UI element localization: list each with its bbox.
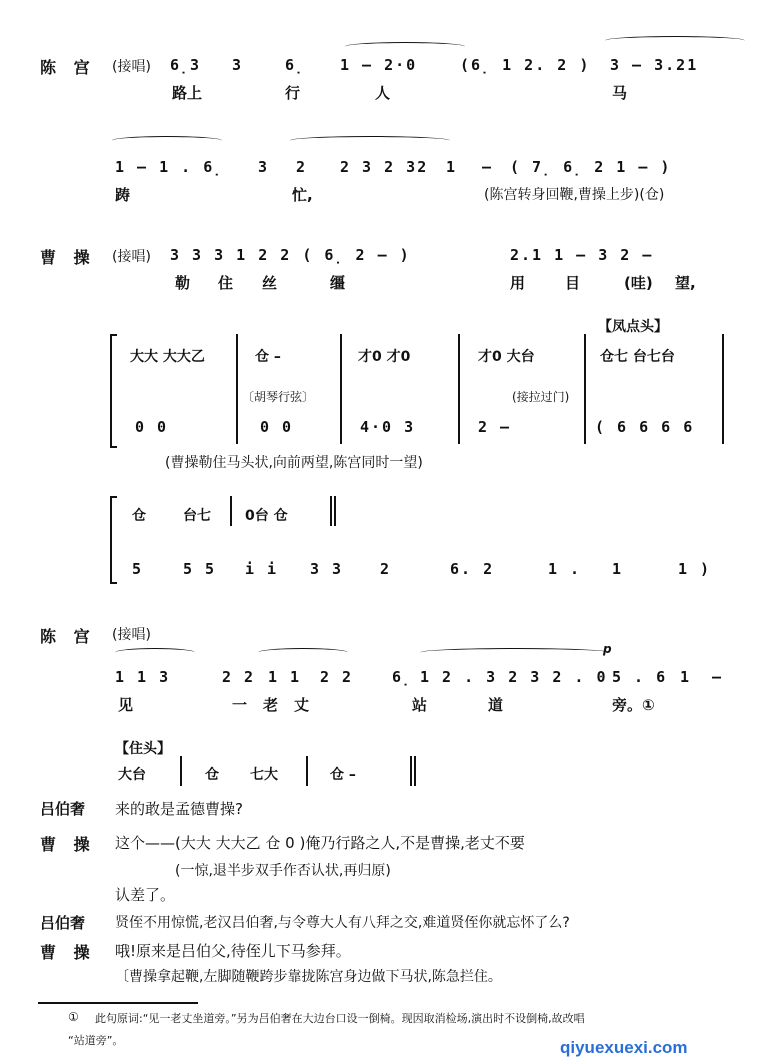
note-group: 3 3 bbox=[310, 560, 344, 578]
role-chengong-1: 陈 宫 bbox=[40, 58, 96, 77]
lyric: 踌 bbox=[115, 186, 131, 204]
lyric: 行 bbox=[285, 84, 301, 102]
note-group: 6̣ bbox=[285, 56, 306, 74]
note-group: 2 2 bbox=[222, 668, 256, 686]
perc-cell: 大大 大大乙 bbox=[130, 349, 205, 365]
lyric: 望, bbox=[675, 274, 696, 292]
barline bbox=[410, 756, 412, 786]
role-chengong-2: 陈 宫 bbox=[40, 627, 96, 646]
lyric: 马 bbox=[612, 84, 628, 102]
lyric: 道 bbox=[488, 696, 504, 714]
note-group: – bbox=[712, 668, 724, 686]
note-group: 5 5 bbox=[183, 560, 217, 578]
note-group: 3 3 3 1 2 2 ( 6̣ 2 – ) bbox=[170, 246, 411, 264]
perc-cell: 大台 bbox=[118, 767, 146, 783]
stage-direction: (一惊,退半步双手作否认状,再归原) bbox=[175, 863, 391, 879]
jiela-label: (接拉过门) bbox=[512, 390, 570, 404]
perc-cell: 仓 – bbox=[255, 349, 281, 365]
barline bbox=[330, 496, 332, 526]
note-group: 2 3 2 32 bbox=[340, 158, 429, 176]
lyric: 缰 bbox=[330, 274, 346, 292]
huqin-label: 〔胡琴行弦〕 bbox=[242, 390, 315, 404]
perc-cell: 0 0 bbox=[135, 418, 169, 436]
perc-cell: 0 0 bbox=[260, 418, 294, 436]
note-group: 1 bbox=[680, 668, 692, 686]
lyric: 旁。① bbox=[612, 696, 655, 714]
perc-cell: 仓 bbox=[205, 767, 219, 783]
role-lvboshe-2: 吕伯奢 bbox=[40, 914, 86, 932]
note-group: 1 – 2·0 bbox=[340, 56, 418, 74]
dialog-line: 认差了。 bbox=[115, 886, 176, 904]
barline bbox=[340, 334, 342, 444]
perc-cell: 才0 才0 bbox=[358, 349, 411, 365]
lyric: 住 bbox=[218, 274, 234, 292]
note-group: i i bbox=[245, 560, 279, 578]
note-group: (6̣ 1 2. 2 ) bbox=[460, 56, 591, 74]
dynamic-mark: p bbox=[603, 642, 612, 656]
barline bbox=[236, 334, 238, 444]
note-group: 1 2 . 3 2 3 2 . 0 bbox=[420, 668, 608, 686]
system-bracket bbox=[110, 334, 117, 448]
perc-cell: 0台 仓 bbox=[245, 508, 288, 524]
note-group: 1 . bbox=[548, 560, 582, 578]
lyric: 忙, bbox=[292, 186, 313, 204]
note-group: 6̣ bbox=[392, 668, 413, 686]
barline bbox=[584, 334, 586, 444]
dialog-line: 这个——(大大 大大乙 仓 0 )俺乃行路之人,不是曹操,老丈不要 bbox=[115, 834, 525, 852]
perc-cell: 台七 bbox=[183, 508, 211, 524]
slur bbox=[258, 648, 348, 657]
footnote-mark: ① bbox=[68, 1010, 79, 1024]
lyric: 见 bbox=[118, 696, 134, 714]
lyric: 人 bbox=[375, 84, 391, 102]
note-group: 2 bbox=[380, 560, 392, 578]
role-lvboshe-1: 吕伯奢 bbox=[40, 800, 86, 818]
note-group: 5 . 6 bbox=[612, 668, 668, 686]
slur bbox=[605, 36, 745, 45]
lyric: 目 bbox=[565, 274, 581, 292]
lyric: 路上 bbox=[172, 84, 203, 102]
lyric: 站 bbox=[412, 696, 428, 714]
system-bracket bbox=[110, 496, 117, 584]
perc-cell: 2 – bbox=[478, 418, 512, 436]
footnote-text-2: “站道旁”。 bbox=[68, 1034, 124, 1047]
fengdiantou-heading: 【凤点头】 bbox=[598, 319, 668, 335]
slur bbox=[420, 648, 610, 657]
slur bbox=[345, 42, 465, 51]
lyric: 勒 bbox=[175, 274, 191, 292]
barline bbox=[414, 756, 416, 786]
stage-direction: (陈宫转身回鞭,曹操上步)(仓) bbox=[484, 187, 665, 203]
note-group: 3 bbox=[258, 158, 270, 176]
note-group: 1 bbox=[446, 158, 458, 176]
lyric: 丝 bbox=[262, 274, 278, 292]
stage-direction: (曹操勒住马头状,向前两望,陈宫同时一望) bbox=[165, 455, 423, 471]
perc-cell: 仓七 台七台 bbox=[600, 349, 675, 365]
barline bbox=[230, 496, 232, 526]
note-group: 1 – 1 . 6̣ bbox=[115, 158, 224, 176]
note-group: 1 1 bbox=[268, 668, 302, 686]
cue-1: (接唱) bbox=[112, 59, 151, 75]
slur bbox=[112, 136, 222, 145]
barline bbox=[306, 756, 308, 786]
cue-3: (接唱) bbox=[112, 627, 151, 643]
cue-2: (接唱) bbox=[112, 249, 151, 265]
note-group: 5 bbox=[132, 560, 144, 578]
perc-cell: 仓 – bbox=[330, 767, 356, 783]
slur bbox=[290, 136, 450, 145]
lyric: 一老丈 bbox=[232, 696, 326, 714]
note-group: 2 2 bbox=[320, 668, 354, 686]
dialog-line: 来的敢是孟德曹操? bbox=[115, 800, 243, 818]
note-group: – bbox=[482, 158, 494, 176]
note-group: 1 bbox=[612, 560, 624, 578]
dialog-line: 贤侄不用惊慌,老汉吕伯奢,与令尊大人有八拜之交,难道贤侄你就忘怀了么? bbox=[115, 915, 570, 931]
lyric: 用 bbox=[510, 274, 526, 292]
barline bbox=[722, 334, 724, 444]
stage-direction: 〔曹操拿起鞭,左脚随鞭跨步靠拢陈宫身边做下马状,陈急拦住。 bbox=[115, 969, 502, 985]
barline bbox=[458, 334, 460, 444]
watermark-logo: qiyuexuexi.com bbox=[560, 1038, 688, 1057]
footnote-text: 此句原词:“见一老丈坐道旁。”另为吕伯奢在大边台口设一倒椅。现因取消检场,演出时不设倒椅,故改唱 bbox=[95, 1012, 585, 1025]
role-caocao-3: 曹 操 bbox=[40, 943, 96, 962]
perc-cell: ( 6 6 6 6 bbox=[595, 418, 695, 436]
perc-cell: 仓 bbox=[132, 508, 146, 524]
note-group: 3 – 3.21 bbox=[610, 56, 699, 74]
note-group: ( 7̣ 6̣ 2 1 – ) bbox=[510, 158, 672, 176]
slur bbox=[115, 648, 195, 657]
role-caocao-2: 曹 操 bbox=[40, 835, 96, 854]
role-caocao-1: 曹 操 bbox=[40, 248, 96, 267]
note-group: 6. 2 bbox=[450, 560, 495, 578]
note-group: 2 bbox=[296, 158, 308, 176]
zhutou-heading: 【住头】 bbox=[115, 741, 171, 757]
footnote-rule bbox=[38, 1002, 198, 1004]
perc-cell: 才0 大台 bbox=[478, 349, 535, 365]
lyric: (哇) bbox=[624, 274, 653, 292]
perc-cell: 4·0 3 bbox=[360, 418, 416, 436]
note-group: 1 ) bbox=[678, 560, 712, 578]
note-group: 1 1 3 bbox=[115, 668, 171, 686]
note-group: 2.1 1 – 3 2 – bbox=[510, 246, 654, 264]
note-group: 3 bbox=[232, 56, 244, 74]
perc-cell: 七大 bbox=[250, 767, 278, 783]
barline bbox=[334, 496, 336, 526]
dialog-line: 哦!原来是吕伯父,待侄儿下马参拜。 bbox=[115, 942, 351, 960]
barline bbox=[180, 756, 182, 786]
note-group: 6̣3 bbox=[170, 56, 202, 74]
